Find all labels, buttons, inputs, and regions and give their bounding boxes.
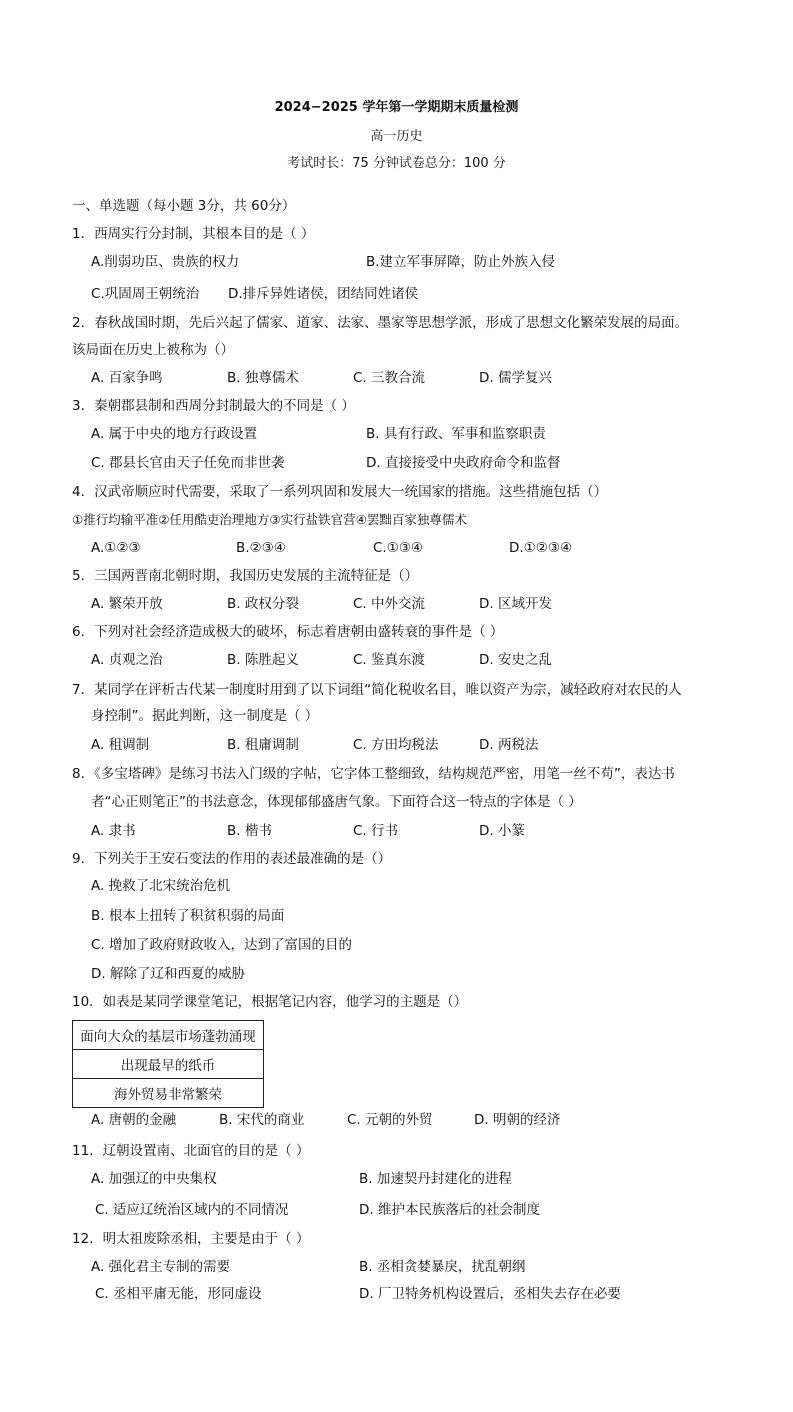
question-stem: 6．下列对社会经济造成极大的破坏，标志着唐朝由盛转衰的事件是（ ） [72,624,504,640]
option: C. 行书 [353,823,399,839]
option: C. 郡县长官由天子任免而非世袭 [91,455,285,471]
option: C. 适应辽统治区域内的不同情况 [95,1202,289,1218]
question-stem-cont: ①推行均输平准②任用酷吏治理地方③实行盐铁官营④罢黜百家独尊儒术 [72,512,467,527]
option: D. 儒学复兴 [479,370,552,386]
option: D. 明朝的经济 [474,1112,561,1128]
question-stem: 9．下列关于王安石变法的作用的表述最准确的是（） [72,851,392,867]
option: B. 政权分裂 [227,596,299,612]
option: D.①②③④ [509,540,573,556]
exam-subject: 高一历史 [370,129,423,144]
question-stem: 4．汉武帝顺应时代需要，采取了一系列巩固和发展大一统国家的措施。这些措施包括（） [72,484,608,500]
table-row [73,1021,264,1050]
option: B. 根本上扭转了积贫积弱的局面 [91,908,285,924]
exam-meta: 考试时长：75 分钟试卷总分：100 分 [287,156,506,171]
question-stem-cont: 该局面在历史上被称为（） [72,342,234,358]
option: B. 租庸调制 [227,737,299,753]
option: D.排斥异姓诸侯，团结同姓诸侯 [228,286,419,302]
option: B. 楷书 [227,823,272,839]
table-row [73,1079,264,1108]
option: C. 元朝的外贸 [347,1112,433,1128]
option: D. 区域开发 [479,596,552,612]
option: A. 强化君主专制的需要 [91,1259,231,1275]
option: A.①②③ [91,540,141,556]
question-stem: 5．三国两晋南北朝时期，我国历史发展的主流特征是（） [72,568,419,584]
question-stem-cont: 身控制”。据此判断，这一制度是（ ） [91,708,319,724]
notes-table [72,1020,264,1108]
question-stem-cont: 者“心正则笔正”的书法意念，体现郁郁盛唐气象。下面符合这一特点的字体是（ ） [91,794,582,810]
question-stem: 10．如表是某同学课堂笔记，根据笔记内容，他学习的主题是（） [72,994,468,1010]
question-stem: 1．西周实行分封制，其根本目的是（ ） [72,226,315,242]
option: D. 厂卫特务机构设置后，丞相失去存在必要 [359,1286,621,1302]
question-stem: 7．某同学在评析古代某一制度时用到了以下词组“简化税收名目，唯以资产为宗，减轻政府对农民的人 [72,682,682,698]
option: A. 租调制 [91,737,150,753]
option: A. 属于中央的地方行政设置 [91,426,258,442]
option: C.巩固周王朝统治 [91,286,200,302]
option: C. 三教合流 [353,370,426,386]
option: B.建立军事屏障，防止外族入侵 [366,254,556,270]
option: B. 加速契丹封建化的进程 [359,1171,512,1187]
option: D. 两税法 [479,737,539,753]
option: B. 宋代的商业 [219,1112,305,1128]
question-stem: 3．秦朝郡县制和西周分封制最大的不同是（ ） [72,398,355,414]
option: C. 方田均税法 [353,737,439,753]
section-heading: 一、单选题（每小题 3分，共 60分） [72,198,296,214]
table-cell: 出现最早的纸币 [73,1050,264,1079]
table-cell: 海外贸易非常繁荣 [73,1079,264,1108]
option: B. 独尊儒术 [227,370,299,386]
option: A. 隶书 [91,823,136,839]
option: C. 丞相平庸无能，形同虚设 [95,1286,262,1302]
option: B.②③④ [236,540,286,556]
option: C. 中外交流 [353,596,426,612]
option: C. 增加了政府财政收入，达到了富国的目的 [91,937,353,953]
question-stem: 8．《多宝塔碑》是练习书法入门级的字帖，它字体工整细致，结构规范严密，用笔一丝不苟”，表达书 [72,766,675,782]
option: C.①③④ [373,540,424,556]
question-stem: 2．春秋战国时期，先后兴起了儒家、道家、法家、墨家等思想学派，形成了思想文化繁荣发展的局面。 [72,315,689,331]
option: D. 维护本民族落后的社会制度 [359,1202,540,1218]
option: A. 唐朝的金融 [91,1112,177,1128]
question-stem: 12．明太祖废除丞相，主要是由于（ ） [72,1231,310,1247]
option: A. 挽救了北宋统治危机 [91,878,231,894]
option: B. 丞相贪婪暴戾，扰乱朝纲 [359,1259,526,1275]
option: B. 具有行政、军事和监察职责 [366,426,546,442]
table-cell: 面向大众的基层市场蓬勃涌现 [73,1021,264,1050]
table-row [73,1050,264,1079]
option: C. 鉴真东渡 [353,652,426,668]
option: D. 解除了辽和西夏的威胁 [91,966,245,982]
option: D. 直接接受中央政府命令和监督 [366,455,561,471]
option: A. 繁荣开放 [91,596,163,612]
option: A. 加强辽的中央集权 [91,1171,217,1187]
question-stem: 11．辽朝设置南、北面官的目的是（ ） [72,1143,310,1159]
option: A. 贞观之治 [91,652,163,668]
option: D. 小篆 [479,823,525,839]
option: D. 安史之乱 [479,652,552,668]
option: B. 陈胜起义 [227,652,299,668]
option: A. 百家争鸣 [91,370,163,386]
option: A.削弱功臣、贵族的权力 [91,254,240,270]
exam-title: 2024−2025 学年第一学期期末质量检测 [274,100,519,115]
